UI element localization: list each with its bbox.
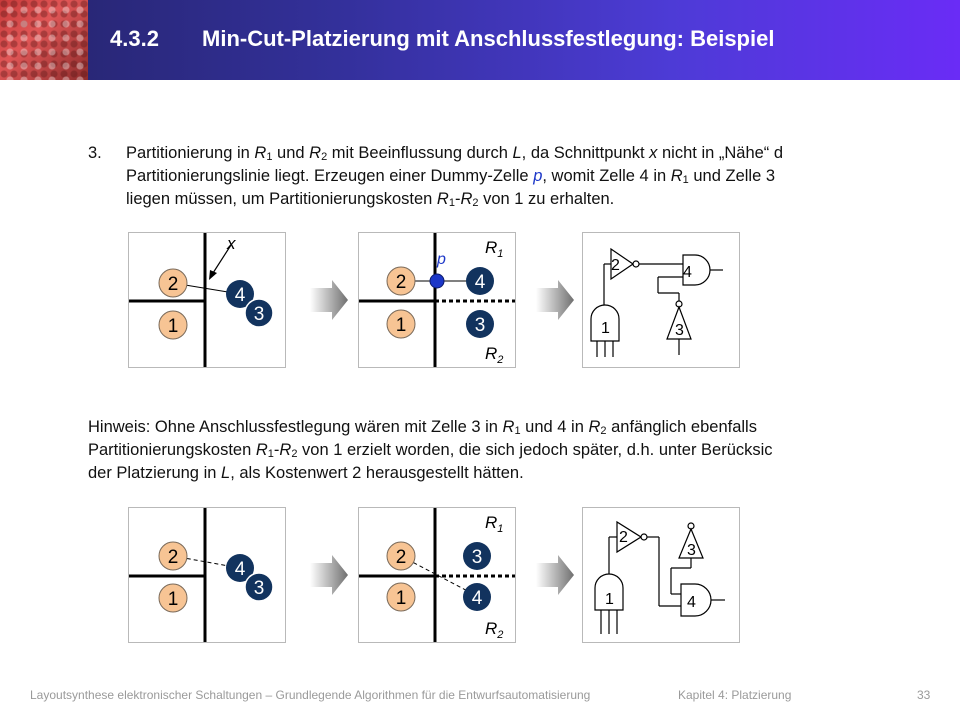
cell-2-label: 2: [167, 274, 179, 295]
cell-4-label: 4: [234, 285, 246, 306]
footer-chapter: Kapitel 4: Platzierung: [678, 688, 792, 702]
region-r1-label: $R_1$: [485, 513, 504, 535]
cell-2-label: 2: [167, 547, 179, 568]
step-number: 3.: [88, 144, 102, 162]
dummy-label-p: p: [437, 251, 446, 268]
arrow-right-icon: [310, 555, 348, 595]
circuit-schematic-box: [582, 232, 740, 368]
cell-4-label: 4: [471, 588, 483, 609]
placement-without-terminal-before-box: [128, 507, 286, 643]
arrow-right-icon: [536, 280, 574, 320]
cell-4-label: 4: [234, 559, 246, 580]
placement-before-box: [128, 232, 286, 368]
slide-title: Min-Cut-Platzierung mit Anschlussfestlegung: Beispiel: [202, 26, 775, 51]
circuit-schematic-box-2: [582, 507, 740, 643]
paragraph1-line2: Partitionierungslinie liegt. Erzeugen einer Dummy-Zelle p, womit Zelle 4 in $R_1$ und Zelle 3: [126, 167, 776, 186]
cell-2-label: 2: [395, 547, 407, 568]
gate-1-label: 1: [601, 320, 610, 337]
placement-before-diagram: [129, 233, 285, 367]
intersection-label-x: x: [227, 234, 236, 253]
paragraph2-line1: Hinweis: Ohne Anschlussfestlegung wären mit Zelle 3 in $R_1$ und 4 in $R_2$ anfänglich ebenfalls: [88, 418, 757, 437]
paragraph1-line1: Partitionierung in $R_1$ und $R_2$ mit Beeinflussung durch L, da Schnittpunkt x nicht in „Nähe“ d: [126, 144, 784, 163]
gate-1-label: 1: [605, 591, 614, 608]
arrow-right-icon: [536, 555, 574, 595]
cell-3-label: 3: [253, 304, 265, 325]
paragraph1-line3: liegen müssen, um Partitionierungskosten $R_1-R_2$ von 1 zu erhalten.: [126, 190, 615, 209]
cell-2-label: 2: [395, 272, 407, 293]
section-number: 4.3.2: [110, 26, 159, 51]
dummy-pin-p: [430, 274, 444, 288]
gate-2-label: 2: [619, 529, 628, 546]
paragraph2-line2: Partitionierungskosten $R_1-R_2$ von 1 erzielt worden, die sich jedoch später, d.h. unter Berücksic: [88, 441, 773, 460]
gate-4-label: 4: [683, 264, 692, 281]
title-bar: [0, 0, 960, 80]
region-r2-label: $R_2$: [485, 619, 504, 641]
cell-1-label: 1: [167, 316, 179, 337]
cell-3-label: 3: [253, 578, 265, 599]
header-logo-image: [0, 0, 88, 80]
gate-3-label: 3: [675, 322, 684, 339]
gate-3-label: 3: [687, 542, 696, 559]
placement-without-terminal-before-diagram: [129, 508, 285, 642]
arrow-right-icon: [310, 280, 348, 320]
circuit-schematic-2: [583, 508, 739, 642]
gate-2-label: 2: [611, 257, 620, 274]
region-r2-label: $R_2$: [485, 344, 504, 366]
gate-4-label: 4: [687, 594, 696, 611]
cell-1-label: 1: [395, 588, 407, 609]
region-r1-label: $R_1$: [485, 238, 504, 260]
circuit-schematic-1: [583, 233, 739, 367]
paragraph2-line3: der Platzierung in L, als Kostenwert 2 herausgestellt hätten.: [88, 464, 524, 482]
cell-3-label: 3: [471, 547, 483, 568]
and-gate-4: [681, 584, 711, 616]
cell-4-label: 4: [474, 272, 486, 293]
placement-with-dummy-diagram: [359, 233, 515, 367]
cell-1-label: 1: [167, 589, 179, 610]
page-number: 33: [917, 688, 931, 702]
footer-course: Layoutsynthese elektronischer Schaltungen – Grundlegende Algorithmen für die Entwurfsautomatisierung: [30, 688, 591, 702]
cell-1-label: 1: [395, 315, 407, 336]
placement-without-terminal-after-box: [358, 507, 516, 643]
cell-3-label: 3: [474, 315, 486, 336]
placement-with-dummy-box: [358, 232, 516, 368]
placement-without-terminal-after-diagram: [359, 508, 515, 642]
